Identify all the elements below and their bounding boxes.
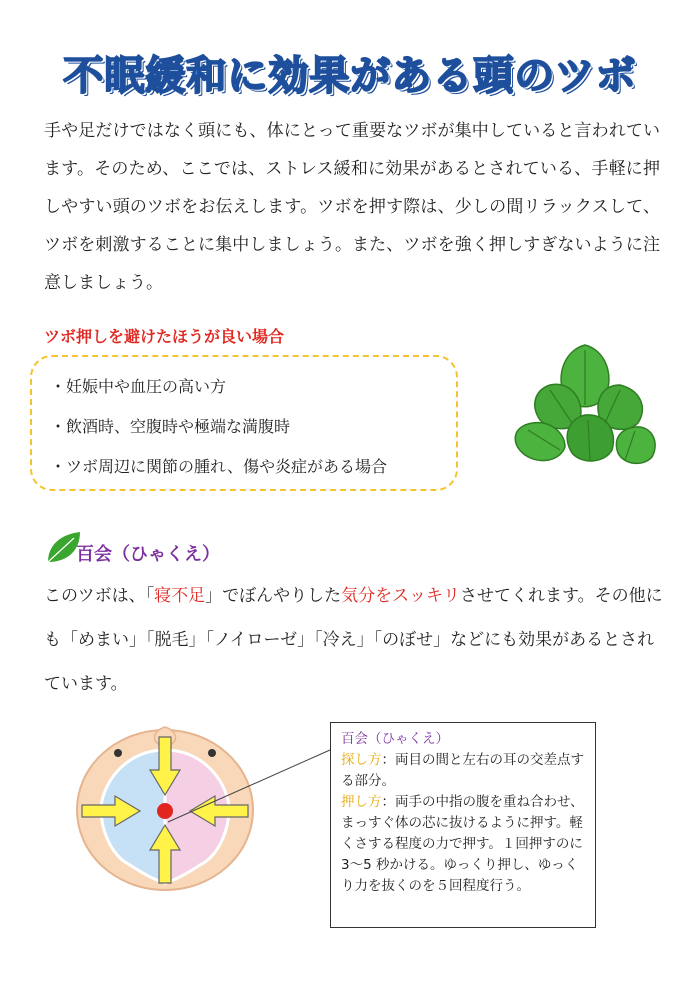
avoid-item: ・妊娠中や血圧の高い方 [50,377,227,396]
mint-leaves-illustration [510,335,660,475]
avoid-list [50,367,456,487]
intro-paragraph: 手や足だけではなく頭にも、体にとって重要なツボが集中していると言われています。そのため、ここでは、ストレス緩和に効果があるとされている、手軽に押しやすい頭のツボをお伝えします。ツボを押す際は、少しの間リラックスして、ツボを刺激することに集中しましょう。また、ツボを強く押しすぎないように注意しましょう。 [44,121,660,293]
page-title: 不眠緩和に効果がある頭のツボ [63,53,637,99]
avoid-box [30,355,458,491]
highlight-text: 寝不足 [154,586,206,606]
avoid-item: ・ツボ周辺に関節の腫れ、傷や炎症がある場合 [50,457,387,476]
avoid-item: ・飲酒時、空腹時や極端な満腹時 [50,417,291,436]
callout-title: 百会（ひゃくえ） [341,731,449,747]
callout-press: 押し方：両手の中指の腹を重ね合わせ、まっすぐ体の芯に抜けるように押す。軽くさする程度の力で押す。１回押すのに 3～5 秒かける。ゆっくり押し、ゆっくり力を抜くのを５回程度行う。 [341,794,584,894]
highlight-text: 気分をスッキリ [341,586,461,606]
acupoint-heading: 百会（ひゃくえ） [76,544,220,565]
press-label: 押し方 [341,794,382,810]
acupoint-description: このツボは、「寝不足」でぼんやりした気分をスッキリさせてくれます。その他にも「めまい」「脱毛」「ノイローゼ」「冷え」「のぼせ」などにも効果があるとされています。 [44,586,663,694]
avoid-heading: ツボ押しを避けたほうが良い場合 [44,327,285,346]
callout-find: 探し方：両目の間と左右の耳の交差点する部分。 [341,752,584,789]
find-label: 探し方 [341,752,382,768]
acupoint-callout [330,722,596,928]
pointer-line [150,745,340,825]
